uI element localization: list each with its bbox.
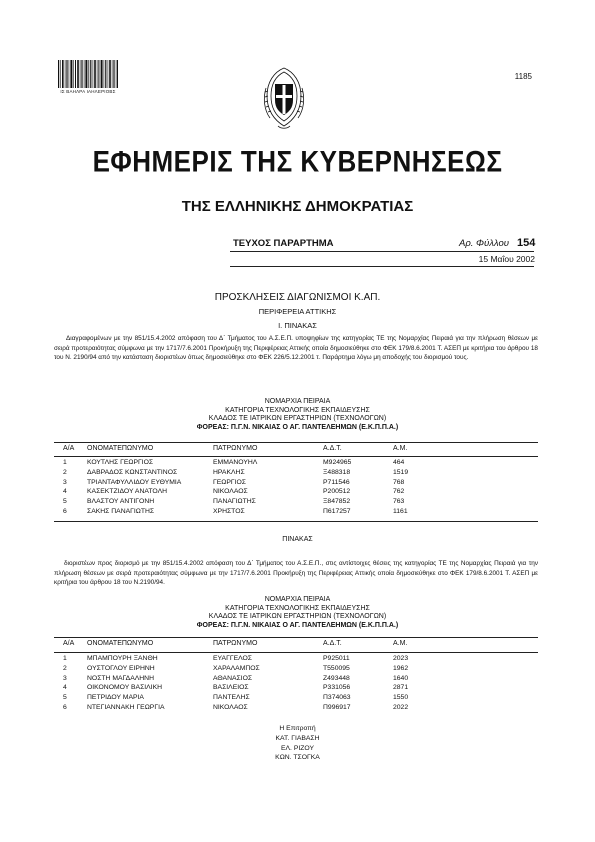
cell-aa: 3 bbox=[63, 478, 67, 486]
date-rule bbox=[230, 266, 534, 267]
table-row bbox=[54, 459, 538, 469]
table2-header bbox=[54, 640, 538, 650]
cell-aa: 3 bbox=[63, 674, 67, 682]
cell-reg: 464 bbox=[393, 459, 405, 466]
cell-reg: 2022 bbox=[393, 703, 409, 711]
issue-date: 15 Μαΐου 2002 bbox=[478, 254, 535, 264]
cell-aa: 6 bbox=[63, 703, 67, 711]
signature-name: ΚΩΝ. ΤΣΟΓΚΑ bbox=[275, 754, 320, 762]
table1-category: ΚΑΤΗΓΟΡΙΑ ΤΕΧΝΟΛΟΓΙΚΗΣ ΕΚΠΑΙΔΕΥΣΗΣ bbox=[225, 406, 370, 414]
cell-name: ΚΑΣΕΚΤΖΙΔΟΥ ΑΝΑΤΟΛΗ bbox=[87, 488, 168, 496]
cell-reg: 2023 bbox=[393, 655, 409, 662]
col-id: Α.Δ.Τ. bbox=[323, 445, 342, 452]
cell-father: ΝΙΚΟΛΑΟΣ bbox=[213, 703, 248, 711]
table1-agency: ΦΟΡΕΑΣ: Π.Γ.Ν. ΝΙΚΑΙΑΣ Ο ΑΓ. ΠΑΝΤΕΛΕΗΜΩΝ (Ε.Κ.Π.Π.Α.) bbox=[196, 423, 399, 431]
table-row bbox=[54, 665, 538, 675]
issue-rule bbox=[230, 251, 534, 252]
table2-agency: ΦΟΡΕΑΣ: Π.Γ.Ν. ΝΙΚΑΙΑΣ Ο ΑΓ. ΠΑΝΤΕΛΕΗΜΩΝ (Ε.Κ.Π.Π.Α.) bbox=[196, 621, 399, 629]
table1-header bbox=[54, 445, 538, 455]
sheet-label: Αρ. Φύλλου bbox=[459, 238, 509, 249]
page-number: 1185 bbox=[514, 72, 532, 81]
region-heading: ΠΕΡΙΦΕΡΕΙΑ ΑΤΤΙΚΗΣ bbox=[258, 307, 337, 316]
col-id: Α.Δ.Τ. bbox=[323, 640, 342, 647]
issue-type: ΤΕΥΧΟΣ ΠΑΡΑΡΤΗΜΑ bbox=[233, 238, 334, 249]
table2-heading bbox=[0, 596, 595, 630]
table2 bbox=[54, 655, 538, 714]
cell-father: ΒΑΣΙΛΕΙΟΣ bbox=[213, 684, 249, 692]
table-heading: Ι. ΠΙΝΑΚΑΣ bbox=[278, 321, 317, 330]
cell-id: Ρ711546 bbox=[323, 478, 350, 486]
cell-father: ΧΡΗΣΤΟΣ bbox=[213, 507, 245, 515]
cell-name: ΜΠΑΜΠΟΥΡΗ ΞΑΝΘΗ bbox=[87, 655, 158, 662]
cell-father: ΠΑΝΤΕΛΗΣ bbox=[213, 694, 250, 702]
cell-father: ΕΜΜΑΝΟΥΗΛ bbox=[213, 459, 258, 466]
cell-name: ΠΕΤΡΙΔΟΥ ΜΑΡΙΑ bbox=[87, 694, 144, 702]
cell-aa: 6 bbox=[63, 507, 67, 515]
table1-branch: ΚΛΑΔΟΣ ΤΕ ΙΑΤΡΙΚΩΝ ΕΡΓΑΣΤΗΡΙΩΝ (ΤΕΧΝΟΛΟΓΩΝ) bbox=[208, 415, 387, 422]
cell-name: ΣΑΚΗΣ ΠΑΝΑΓΙΩΤΗΣ bbox=[87, 507, 155, 515]
cell-name: ΟΙΚΟΝΟΜΟΥ ΒΑΣΙΛΙΚΗ bbox=[87, 684, 163, 692]
cell-aa: 1 bbox=[63, 655, 67, 662]
cell-reg: 1161 bbox=[393, 507, 408, 515]
cell-reg: 762 bbox=[393, 488, 405, 496]
table-row bbox=[54, 508, 538, 518]
cell-reg: 768 bbox=[393, 478, 405, 486]
cell-id: Π617257 bbox=[323, 507, 351, 515]
table-row bbox=[54, 655, 538, 665]
barcode bbox=[58, 60, 118, 88]
table2-category: ΚΑΤΗΓΟΡΙΑ ΤΕΧΝΟΛΟΓΙΚΗΣ ΕΚΠΑΙΔΕΥΣΗΣ bbox=[225, 604, 370, 612]
coat-of-arms-emblem bbox=[262, 66, 306, 132]
second-paragraph: διοριστέων προς διορισμό με την 851/15.4.2002 απόφαση του Δ΄ Τμήματος του Α.Σ.Ε.Π., στις αντίστοιχες θέσεις της κατηγορίας ΤΕ της Νομαρχίας Πειραιά για την πλήρωση θέσεων με σειρά προτεραιότητας σύμφωνα με την 1717/7.6.2001 Προκήρυξη της Περιφέρειας Αττικής οποία δημοσιεύθηκε στο ΦΕΚ 179/8.6.2001 Τ. ΑΣΕΠ με κριτήρια του άρθρου 18 του Ν.2190/94. bbox=[54, 560, 538, 586]
table1 bbox=[54, 459, 538, 518]
cell-reg: 1519 bbox=[393, 468, 409, 476]
gazette-subtitle: ΤΗΣ ΕΛΛΗΝΙΚΗΣ ΔΗΜΟΚΡΑΤΙΑΣ bbox=[181, 198, 414, 215]
col-reg: Α.Μ. bbox=[393, 445, 408, 452]
cell-reg: 763 bbox=[393, 498, 405, 506]
cell-aa: 2 bbox=[63, 664, 67, 672]
cell-father: ΑΘΑΝΑΣΙΟΣ bbox=[213, 674, 253, 682]
cell-id: Ρ200512 bbox=[323, 488, 351, 496]
col-aa: Α/Α bbox=[63, 445, 75, 452]
cell-id: Τ550095 bbox=[323, 664, 350, 672]
signature-block bbox=[0, 724, 595, 763]
table-row bbox=[54, 704, 538, 714]
cell-name: ΒΛΑΣΤΟΥ ΑΝΤΙΓΟΝΗ bbox=[87, 498, 155, 506]
table2-header-rule bbox=[54, 652, 538, 653]
cell-name: ΝΟΣΤΗ ΜΑΓΔΑΛΗΝΗ bbox=[87, 674, 154, 682]
col-name: ΟΝΟΜΑΤΕΠΩΝΥΜΟ bbox=[87, 445, 154, 452]
cell-name: ΤΡΙΑΝΤΑΦΥΛΛΙΔΟΥ ΕΥΘΥΜΙΑ bbox=[87, 478, 182, 486]
cell-reg: 1962 bbox=[393, 664, 409, 672]
cell-id: Ξ488318 bbox=[323, 468, 351, 476]
cell-id: Π996917 bbox=[323, 703, 351, 711]
cell-reg: 2871 bbox=[393, 684, 409, 692]
table-row bbox=[54, 675, 538, 685]
cell-aa: 5 bbox=[63, 694, 67, 702]
table1-prefecture: ΝΟΜΑΡΧΙΑ ΠΕΙΡΑΙΑ bbox=[264, 398, 331, 405]
signature-name: ΕΛ. ΡΙΖΟΥ bbox=[280, 744, 315, 752]
table2-prefecture: ΝΟΜΑΡΧΙΑ ΠΕΙΡΑΙΑ bbox=[264, 596, 331, 603]
cell-father: ΗΡΑΚΛΗΣ bbox=[213, 468, 245, 476]
cell-reg: 1640 bbox=[393, 674, 409, 682]
cell-id: Ζ493448 bbox=[323, 674, 350, 682]
cell-father: ΝΙΚΟΛΑΟΣ bbox=[213, 488, 248, 496]
col-father: ΠΑΤΡΩΝΥΜΟ bbox=[213, 445, 258, 452]
cell-father: ΕΥΑΓΓΕΛΟΣ bbox=[213, 655, 253, 662]
table1-heading bbox=[0, 398, 595, 432]
second-table-heading: ΠΙΝΑΚΑΣ bbox=[282, 536, 313, 543]
intro-paragraph: Διαγραφομένων με την 851/15.4.2002 απόφαση του Δ΄ Τμήματος του Α.Σ.Ε.Π. υποψηφίων της κατηγορίας ΤΕ της Νομαρχίας Πειραιά για την πλήρωση θέσεων με σειρά προτεραιότητας σύμφωνα με την 1717/7.6.2001 Προκήρυξη της Περιφέρειας Αττικής οποία δημοσιεύθηκε στο ΦΕΚ 179/8.6.2001 Τ. ΑΣΕΠ με κριτήρια του άρθρου 18 του Ν. 2190/94 από την κατάσταση διοριστέων όπως δημοσιεύθηκε στο ΦΕΚ 226/5.12.2001 τ. Παράρτημα λόγω μη αποδοχής του διορισμού τους. bbox=[54, 335, 538, 361]
cell-name: ΔΑΒΡΑΔΟΣ ΚΩΝΣΤΑΝΤΙΝΟΣ bbox=[87, 468, 178, 476]
col-aa: Α/Α bbox=[63, 640, 75, 647]
cell-id: Ρ331056 bbox=[323, 684, 351, 692]
table-row bbox=[54, 694, 538, 704]
col-name: ΟΝΟΜΑΤΕΠΩΝΥΜΟ bbox=[87, 640, 154, 647]
cell-aa: 5 bbox=[63, 498, 67, 506]
table1-bottom-rule bbox=[54, 521, 538, 522]
cell-id: Π374063 bbox=[323, 694, 351, 702]
gazette-title: ΕΦΗΜΕΡΙΣ ΤΗΣ ΚΥΒΕΡΝΗΣΕΩΣ bbox=[92, 143, 503, 179]
cell-father: ΓΕΩΡΓΙΟΣ bbox=[213, 478, 247, 486]
cell-aa: 1 bbox=[63, 459, 67, 466]
table-row bbox=[54, 479, 538, 489]
cell-name: ΝΤΕΓΙΑΝΝΑΚΗ ΓΕΩΡΓΙΑ bbox=[87, 703, 165, 711]
table1-top-rule bbox=[54, 442, 538, 443]
cell-id: Μ924965 bbox=[323, 459, 352, 466]
section-heading: ΠΡΟΣΚΛΗΣΕΙΣ ΔΙΑΓΩΝΙΣΜΟΙ Κ.ΑΠ. bbox=[214, 292, 381, 303]
signature-name: ΚΑΤ. ΓΙΑΒΑΣΗ bbox=[275, 734, 320, 742]
cell-aa: 2 bbox=[63, 468, 67, 476]
table1-header-rule bbox=[54, 456, 538, 457]
cell-id: Ξ847852 bbox=[323, 498, 351, 506]
table-row bbox=[54, 498, 538, 508]
sheet-number: 154 bbox=[517, 236, 536, 249]
cell-aa: 4 bbox=[63, 488, 67, 496]
table-row bbox=[54, 684, 538, 694]
col-father: ΠΑΤΡΩΝΥΜΟ bbox=[213, 640, 258, 647]
signature-title: Η Επιτροπή bbox=[279, 725, 316, 732]
cell-id: Ρ925011 bbox=[323, 655, 350, 662]
table-row bbox=[54, 488, 538, 498]
cell-reg: 1550 bbox=[393, 694, 409, 702]
cell-father: ΠΑΝΑΓΙΩΤΗΣ bbox=[213, 498, 256, 506]
table2-top-rule bbox=[54, 637, 538, 638]
col-reg: Α.Μ. bbox=[393, 640, 408, 647]
cell-name: ΟΥΣΤΟΓΛΟΥ ΕΙΡΗΝΗ bbox=[87, 664, 155, 672]
table2-branch: ΚΛΑΔΟΣ ΤΕ ΙΑΤΡΙΚΩΝ ΕΡΓΑΣΤΗΡΙΩΝ (ΤΕΧΝΟΛΟΓΩΝ) bbox=[208, 613, 387, 620]
cell-aa: 4 bbox=[63, 684, 67, 692]
cell-father: ΧΑΡΑΛΑΜΠΟΣ bbox=[213, 664, 260, 672]
barcode-caption: ΙΣ ΒΑΗΛΡΑ ΙΑΗΛΕΡΙΟΒΣ bbox=[60, 89, 116, 94]
table-row bbox=[54, 469, 538, 479]
cell-name: ΚΟΥΤΛΗΣ ΓΕΩΡΓΙΟΣ bbox=[87, 459, 154, 466]
